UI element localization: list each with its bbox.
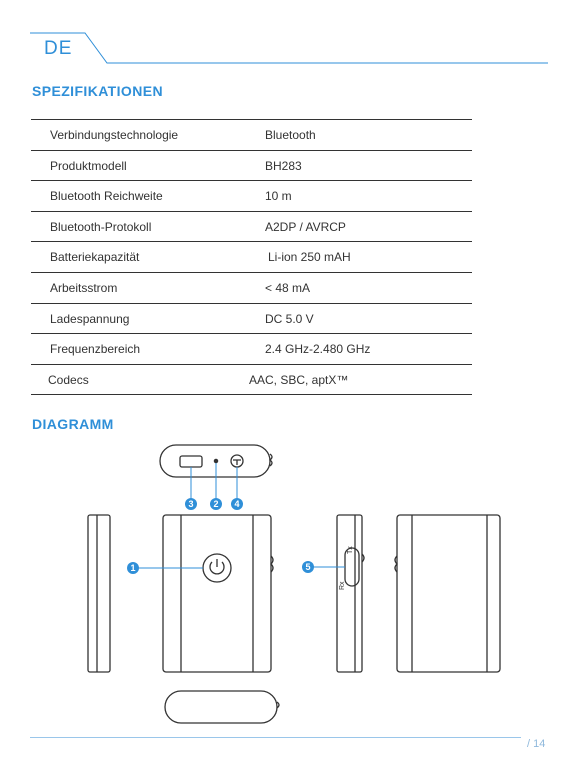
footer-rule	[30, 737, 521, 738]
table-row	[31, 304, 472, 335]
spec-label: Codecs	[48, 372, 89, 387]
table-row	[31, 242, 472, 273]
callout-5: 5	[305, 562, 311, 572]
page-number: / 14	[527, 738, 546, 750]
table-row	[31, 181, 472, 212]
switch-label-rx: Rx	[339, 581, 346, 590]
spec-label: Bluetooth-Protokoll	[50, 219, 152, 234]
spec-value: 10 m	[265, 189, 292, 204]
language-tab: DE	[44, 38, 73, 59]
device-back-view	[395, 515, 500, 672]
callout-4: 4	[234, 499, 240, 509]
spec-label: Bluetooth Reichweite	[50, 189, 163, 204]
specs-section-title: SPEZIFIKATIONEN	[32, 83, 163, 99]
callout-3: 3	[188, 499, 194, 509]
switch-label-tx: Tx	[347, 546, 354, 554]
table-row	[31, 151, 472, 182]
device-diagram	[0, 430, 581, 730]
diagram-section-title: DIAGRAMM	[32, 416, 114, 432]
spec-label: Verbindungstechnologie	[50, 128, 179, 142]
callout-2: 2	[213, 499, 219, 509]
table-row	[31, 120, 472, 151]
spec-value: Li-ion 250 mAH	[268, 250, 351, 265]
spec-value: AAC, SBC, aptX™	[249, 372, 349, 387]
spec-value: Bluetooth	[265, 128, 316, 142]
device-left-side-view	[88, 515, 110, 672]
device-front-view	[163, 515, 273, 672]
device-bottom-view	[165, 691, 279, 723]
spec-table	[31, 119, 472, 395]
callout-1: 1	[130, 563, 136, 573]
spec-value: DC 5.0 V	[265, 311, 314, 326]
spec-label: Produktmodell	[50, 158, 127, 173]
spec-value: < 48 mA	[265, 280, 311, 295]
spec-label: Ladespannung	[50, 311, 130, 326]
device-right-side-view	[337, 515, 364, 672]
table-row	[31, 365, 472, 396]
spec-value: A2DP / AVRCP	[265, 219, 346, 234]
table-row	[31, 212, 472, 243]
header-tab-line	[30, 30, 550, 70]
table-row	[31, 334, 472, 365]
spec-label: Batteriekapazität	[50, 250, 140, 265]
spec-value: 2.4 GHz-2.480 GHz	[265, 342, 371, 357]
spec-value: BH283	[265, 158, 302, 173]
spec-label: Frequenzbereich	[50, 342, 141, 357]
table-row	[31, 273, 472, 304]
spec-label: Arbeitsstrom	[50, 280, 118, 295]
